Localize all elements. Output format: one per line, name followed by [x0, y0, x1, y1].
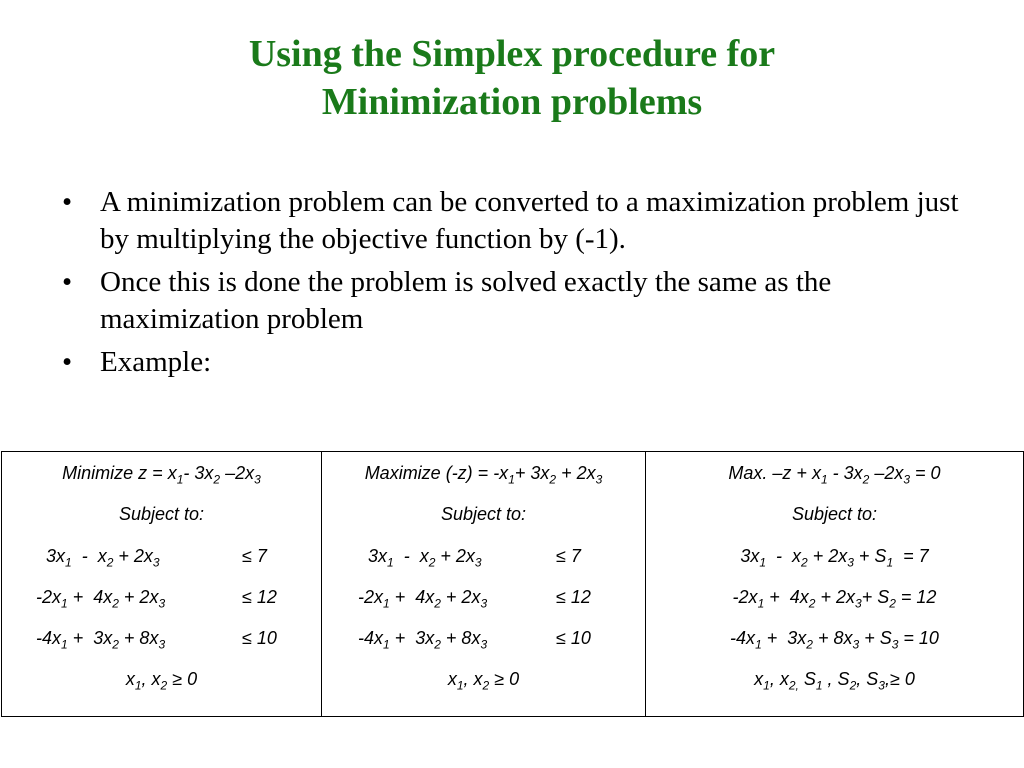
- bullet-list: [62, 184, 982, 387]
- bullet-text: Once this is done the problem is solved exactly the same as the maximization problem: [100, 266, 832, 335]
- bullet-item: [62, 344, 982, 381]
- objective-row: Max. $-z + x_1 - 3x_2$ $-2x_3 = 0$: [728, 463, 941, 487]
- bullet-item: [62, 184, 982, 258]
- constraint-row: $3x_1 - x_2 + 2x_3 + S_1 = 7$: [740, 545, 929, 570]
- bullet-icon: •: [62, 346, 73, 378]
- objective-row: Minimize $z = x_1-$ $3x_2$ $-2x_3$: [62, 463, 261, 487]
- bullet-item: [62, 264, 982, 338]
- nonnegativity-row: $x_1$, $x_2 \ge 0$: [447, 669, 520, 694]
- bullet-text: Example:: [100, 346, 212, 378]
- nonnegativity-row: $x_1$, $x_2 \ge 0$: [125, 669, 198, 694]
- title-line-1: Using the Simplex procedure for: [248, 33, 776, 75]
- slide-title: [0, 30, 1024, 126]
- example-table: [1, 451, 1024, 717]
- standard-form-column: [646, 452, 1024, 717]
- constraint-row: $-4x_1 + 3x_2 + 8x_3$ ≤ 10: [358, 628, 591, 652]
- subject-to-label: Subject to:: [118, 504, 205, 525]
- bullet-icon: •: [62, 266, 73, 298]
- bullet-text: A minimization problem can be converted to a maximization problem just by multiplying the objective function by (-1).: [100, 186, 959, 255]
- objective-row: Maximize $(-z) = -x_1+ 3x_2 + 2x_3$: [364, 463, 603, 487]
- bullet-icon: •: [62, 186, 73, 218]
- minimization-column: [2, 452, 322, 717]
- constraint-row: $-2x_1 + 4x_2 + 2x_3$ ≤ 12: [36, 586, 277, 611]
- nonnegativity-row: $x_1$, $x_{2,}$ $S_1$ , $S_2$, $S_3,\ge 0$: [754, 669, 915, 694]
- subject-to-label: Subject to:: [791, 504, 878, 525]
- constraint-row: $-2x_1 + 4x_2 + 2x_3+ S_2 = 12$: [732, 586, 937, 611]
- constraint-row: $-2x_1 + 4x_2 + 2x_3$ ≤ 12: [358, 586, 591, 611]
- table-row: [2, 452, 1024, 717]
- maximization-column: [322, 452, 646, 717]
- constraint-row: $3x_1 - x_2 + 2x_3$ ≤ 7: [46, 545, 267, 570]
- constraint-row: $-4x_1 + 3x_2 + 8x_3$ ≤ 10: [36, 628, 277, 652]
- constraint-row: $3x_1 - x_2 + 2x_3$ ≤ 7: [368, 545, 581, 570]
- subject-to-label: Subject to:: [440, 504, 527, 525]
- constraint-row: $-4x_1 + 3x_2 + 8x_3 + S_3 = 10$: [730, 628, 939, 652]
- title-line-2: Minimization problems: [321, 81, 703, 123]
